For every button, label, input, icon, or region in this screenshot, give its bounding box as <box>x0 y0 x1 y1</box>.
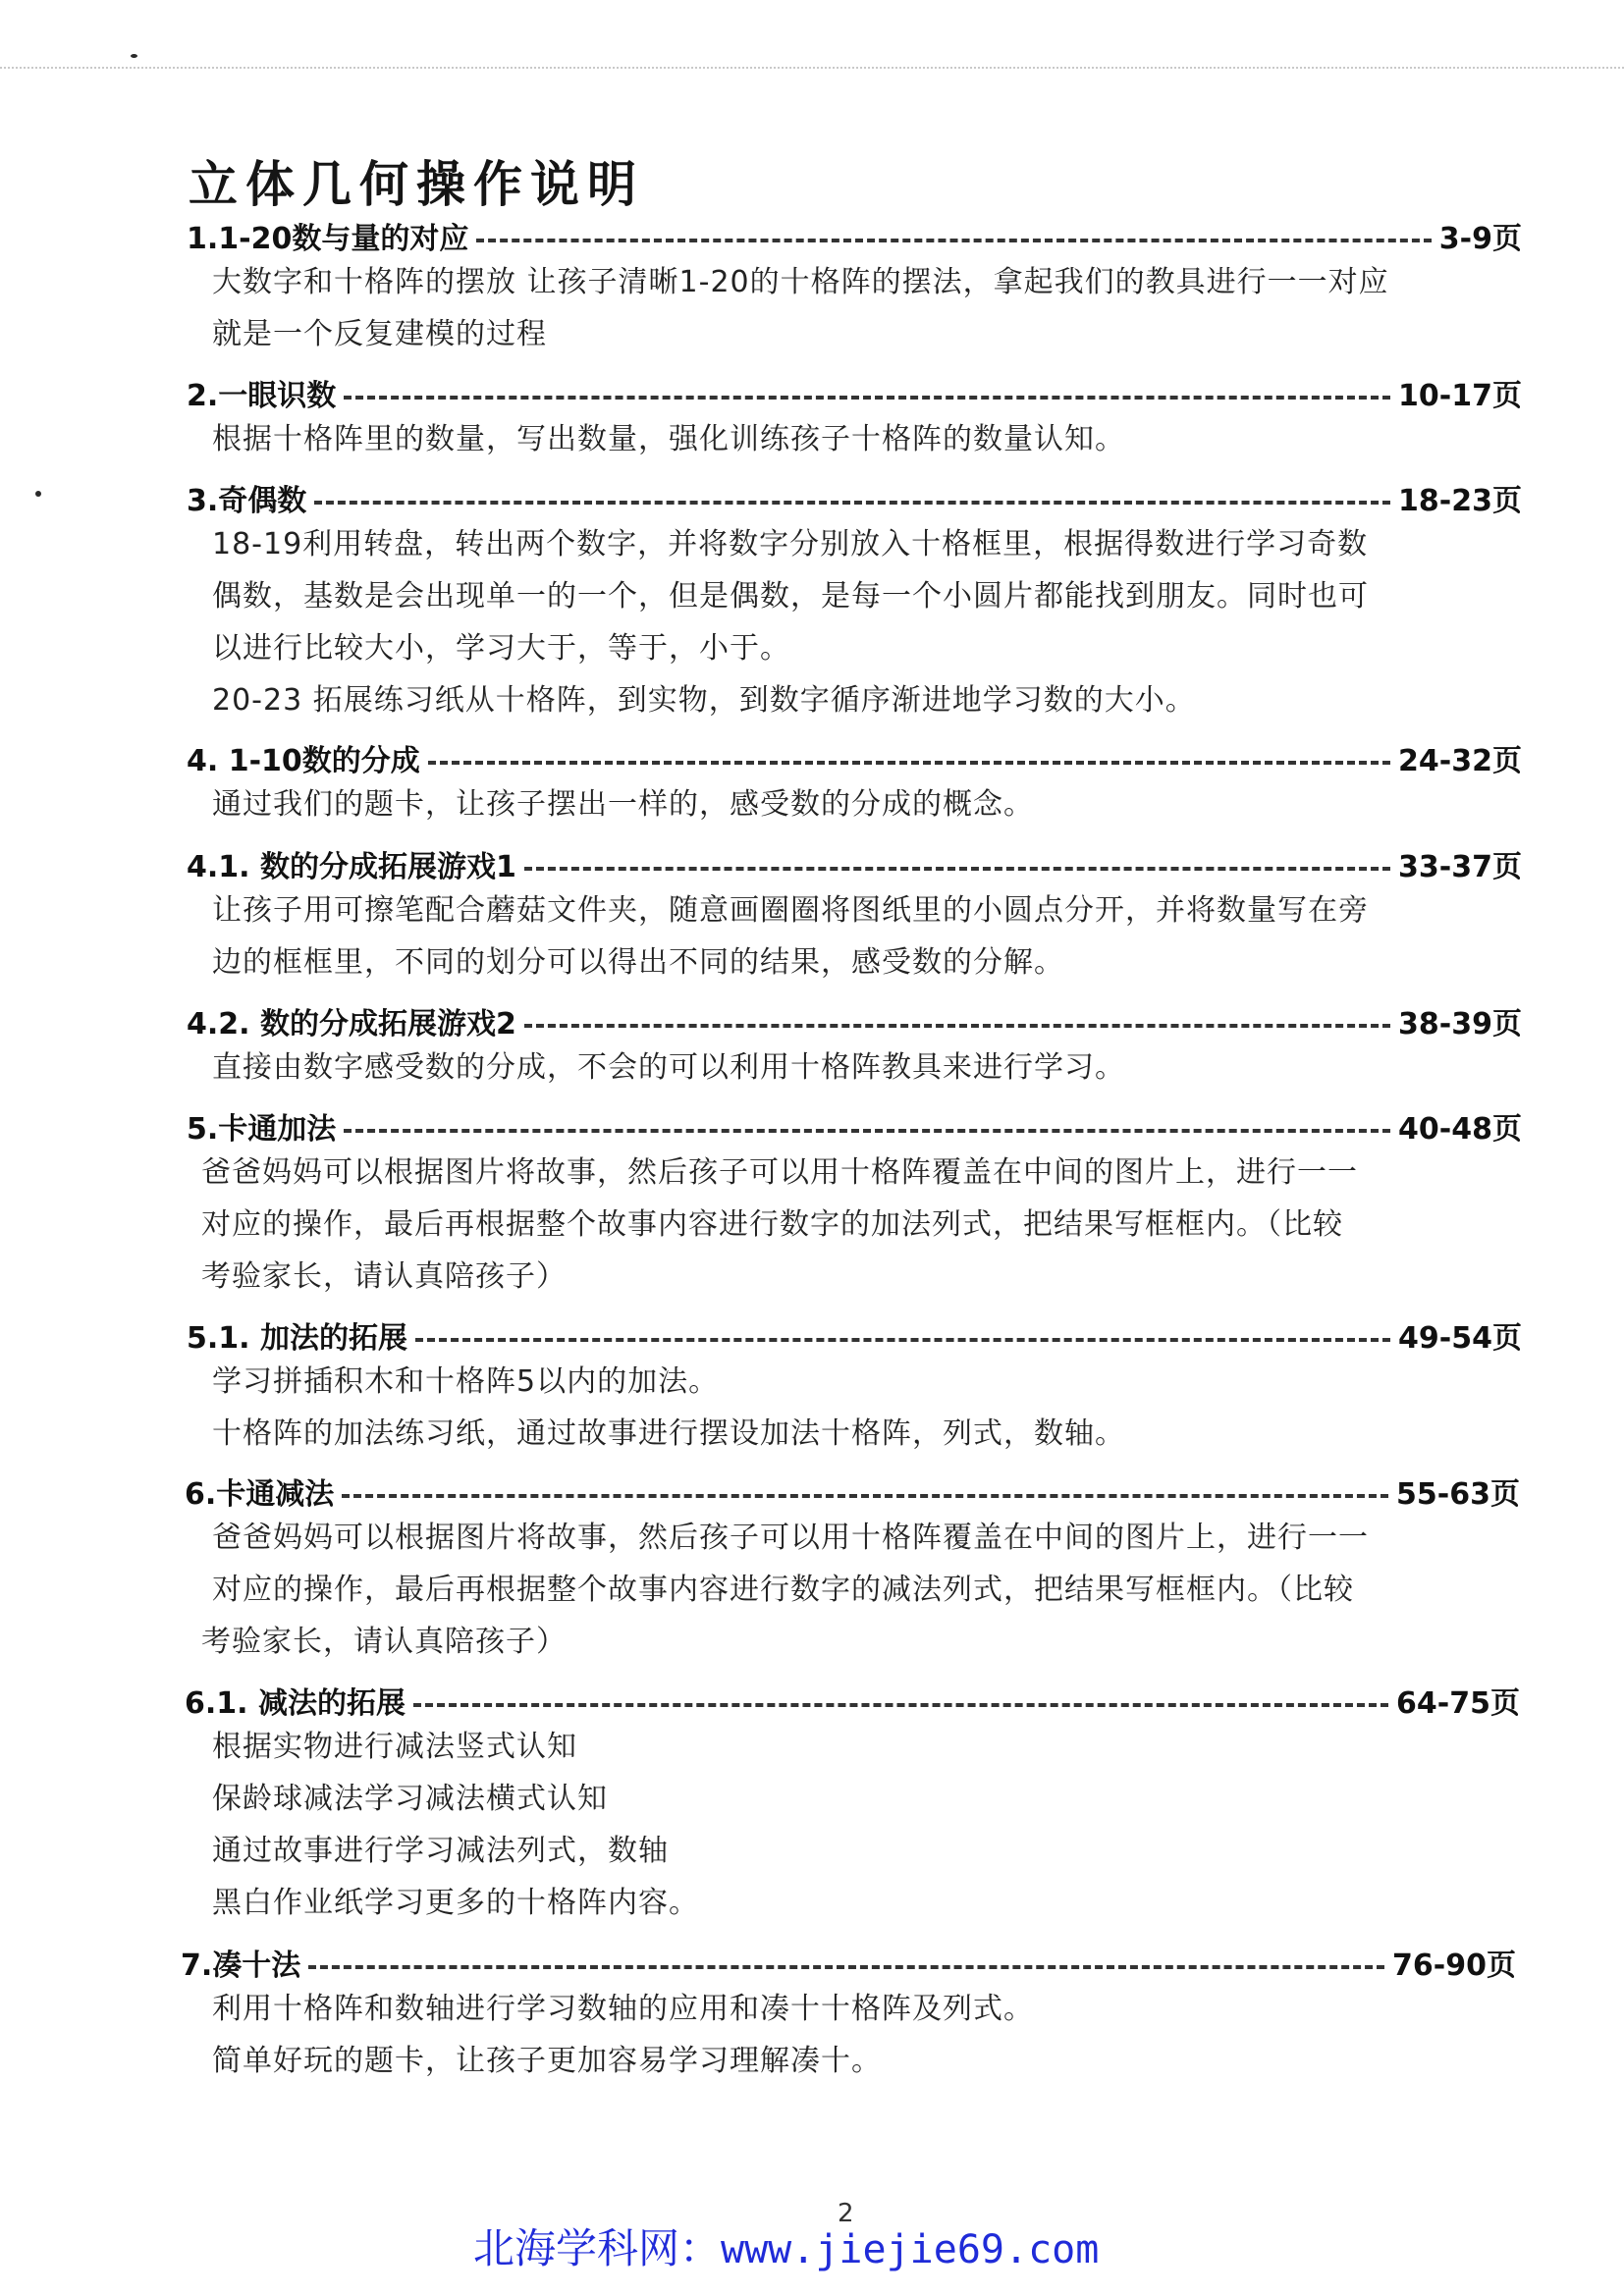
dashed-leader <box>308 1965 1384 1969</box>
toc-entry-description: 通过我们的题卡，让孩子摆出一样的，感受数的分成的概念。 <box>212 787 1034 822</box>
toc-entry-title: 5.1. 加法的拓展 <box>187 1321 407 1356</box>
toc-entry-pages: 33-37页 <box>1398 850 1522 884</box>
toc-entry-title: 7.凑十法 <box>181 1949 301 1983</box>
dashed-leader <box>524 1024 1390 1028</box>
toc-entry-pages: 24-32页 <box>1398 744 1522 778</box>
toc-entry-description: 就是一个反复建模的过程 <box>212 317 547 351</box>
toc-entry-title: 6.卡通减法 <box>185 1477 335 1512</box>
toc-entry-heading <box>187 842 1522 885</box>
toc-entry-description: 保龄球减法学习减法横式认知 <box>212 1782 608 1816</box>
dashed-leader <box>314 501 1390 505</box>
toc-entry-title: 5.卡通加法 <box>187 1112 337 1147</box>
toc-entry-title: 3.奇偶数 <box>187 484 307 518</box>
footer-watermark <box>473 2216 1099 2275</box>
footer-url: www.jiejie69.com <box>721 2227 1100 2272</box>
toc-entry-description: 以进行比较大小，学习大于，等于，小于。 <box>212 631 790 666</box>
toc-entry-description: 大数字和十格阵的摆放 让孩子清晰1-20的十格阵的摆法，拿起我们的教具进行一一对应 <box>212 265 1389 299</box>
footer-site-name: 北海学科网： <box>473 2224 722 2272</box>
toc-entry-description: 黑白作业纸学习更多的十格阵内容。 <box>212 1886 699 1920</box>
toc-entry-pages: 38-39页 <box>1398 1007 1522 1041</box>
dashed-leader <box>413 1703 1388 1707</box>
toc-entry-description: 边的框框里，不同的划分可以得出不同的结果，感受数的分解。 <box>212 945 1064 980</box>
toc-entry-description: 根据十格阵里的数量，写出数量，强化训练孩子十格阵的数量认知。 <box>212 422 1125 456</box>
toc-entry-description: 20-23 拓展练习纸从十格阵，到实物，到数字循序渐进地学习数的大小。 <box>212 683 1196 718</box>
toc-entry-heading <box>185 1469 1520 1513</box>
toc-entry-description: 偶数，基数是会出现单一的一个，但是偶数，是每一个小圆片都能找到朋友。同时也可 <box>212 579 1369 614</box>
toc-entry-heading <box>187 1104 1522 1148</box>
toc-entry-pages: 10-17页 <box>1398 379 1522 413</box>
toc-entry-title: 6.1. 减法的拓展 <box>185 1686 406 1721</box>
toc-entry-description: 利用十格阵和数轴进行学习数轴的应用和凑十十格阵及列式。 <box>212 1992 1034 2026</box>
dashed-leader <box>415 1338 1390 1342</box>
toc-entry-pages: 76-90页 <box>1392 1949 1516 1983</box>
toc-entry-heading <box>187 476 1522 519</box>
toc-entry-heading <box>181 1941 1516 1984</box>
toc-entry-description: 让孩子用可擦笔配合蘑菇文件夹，随意画圈圈将图纸里的小圆点分开，并将数量写在旁 <box>212 893 1369 928</box>
toc-entry-pages: 64-75页 <box>1396 1686 1520 1721</box>
dashed-leader <box>476 239 1431 242</box>
toc-entry-heading <box>187 736 1522 779</box>
toc-entry-pages: 49-54页 <box>1398 1321 1522 1356</box>
page-title: 立体几何操作说明 <box>189 156 644 213</box>
dashed-leader <box>344 396 1390 400</box>
toc-entry-description: 18-19利用转盘，转出两个数字，并将数字分别放入十格框里，根据得数进行学习奇数 <box>212 527 1369 561</box>
toc-entry-heading <box>187 371 1522 414</box>
toc-entry-title: 4.1. 数的分成拓展游戏1 <box>187 850 516 884</box>
toc-entry-description: 考验家长，请认真陪孩子） <box>201 1625 567 1659</box>
toc-entry-description: 对应的操作，最后再根据整个故事内容进行数字的减法列式，把结果写框框内。（比较 <box>212 1573 1354 1607</box>
toc-entry-description: 根据实物进行减法竖式认知 <box>212 1730 577 1764</box>
toc-entry-description: 十格阵的加法练习纸，通过故事进行摆设加法十格阵，列式，数轴。 <box>212 1416 1125 1451</box>
dashed-leader <box>344 1129 1390 1133</box>
toc-entry-description: 学习拼插积木和十格阵5以内的加法。 <box>212 1364 720 1399</box>
toc-entry-pages: 18-23页 <box>1398 484 1522 518</box>
toc-entry-pages: 3-9页 <box>1438 222 1522 256</box>
toc-entry-description: 考验家长，请认真陪孩子） <box>201 1259 567 1294</box>
toc-entry-heading <box>187 214 1522 257</box>
toc-entry-heading <box>187 1313 1522 1357</box>
toc-entry-title: 4.2. 数的分成拓展游戏2 <box>187 1007 516 1041</box>
toc-entry-description: 爸爸妈妈可以根据图片将故事，然后孩子可以用十格阵覆盖在中间的图片上，进行一一 <box>201 1155 1358 1190</box>
toc-entry-pages: 40-48页 <box>1398 1112 1522 1147</box>
toc-entry-description: 直接由数字感受数的分成，不会的可以利用十格阵教具来进行学习。 <box>212 1050 1125 1085</box>
toc-entry-title: 2.一眼识数 <box>187 379 337 413</box>
dashed-leader <box>342 1494 1388 1498</box>
toc-entry-description: 爸爸妈妈可以根据图片将故事，然后孩子可以用十格阵覆盖在中间的图片上，进行一一 <box>212 1521 1369 1555</box>
toc-entry-description: 简单好玩的题卡，让孩子更加容易学习理解凑十。 <box>212 2044 882 2078</box>
page-number: 2 <box>838 2199 854 2228</box>
toc-entry-heading <box>187 999 1522 1042</box>
toc-entry-heading <box>185 1679 1520 1722</box>
toc-entry-description: 通过故事进行学习减法列式，数轴 <box>212 1834 669 1868</box>
toc-entry-title: 1.1-20数与量的对应 <box>187 222 469 256</box>
toc-entry-description: 对应的操作，最后再根据整个故事内容进行数字的加法列式，把结果写框框内。（比较 <box>201 1207 1343 1242</box>
dashed-leader <box>428 761 1390 765</box>
dashed-leader <box>524 867 1390 871</box>
toc-entry-title: 4. 1-10数的分成 <box>187 744 420 778</box>
toc-entry-pages: 55-63页 <box>1396 1477 1520 1512</box>
